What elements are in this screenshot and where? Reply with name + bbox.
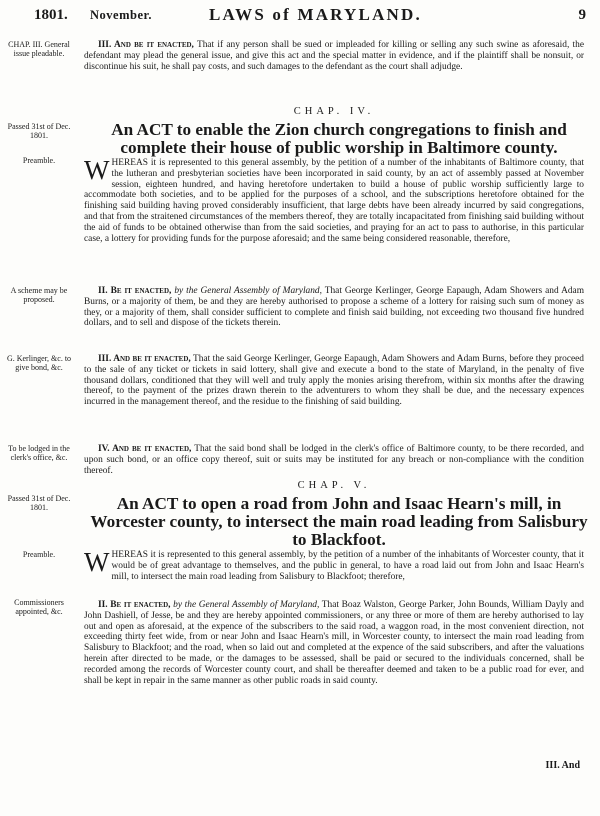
section-text: That Boaz Walston, George Parker, John Bounds, William Dayly and John Dashiell, of Jesse, be and they are hereby appointed commissioners, or any three or more of them are hereby authorised to lay out and open as aforesaid, at the expence of the subscribers to the said road, a waggon road, in the most convenient direction, not exceeding thirty feet wide, from or near John and Isaac Hearn's mill, in Worcester county, to intersect the main road leading from Salisbury to Blackfoot; and the road, when so laid out and completed at the expence of the said subscribers, and after the valuations herein after directed to be made, or the damages to be assessed, shall be paid or secured to the individuals concerned, shall be recorded among the records of Worcester county court, and shall be thereafter deemed and taken to be a public road for ever, and shall be kept in repair in the same manner as other public roads in said county. <box>84 600 584 686</box>
margin-note-passed: Passed 31st of Dec. 1801. <box>7 122 71 140</box>
section-lead: II. Be it enacted, <box>98 286 172 296</box>
chap5-section-2 <box>84 600 584 686</box>
chap3-section <box>84 40 584 72</box>
section-text: That George Kerlinger, George Eapaugh, Adam Showers and Adam Burns, or a majority of them, be and they are hereby authorised to propose a scheme of a lottery for raising such sum of money as they, or a majority of them, shall consider sufficient to complete and finish said building, not exceeding two thousand five hundred dollars, and to sell and dispose of the tickets therein. <box>84 286 585 329</box>
chap4-title: An ACT to enable the Zion church congregations to finish and complete their house of public worship in Baltimore county. <box>111 120 567 157</box>
margin-note-lodged: To be lodged in the clerk's office, &c. <box>8 444 70 462</box>
margin-note-chap3: CHAP. III. General issue pleadable. <box>8 40 70 58</box>
header-page-number: 9 <box>578 7 586 23</box>
margin-note-preamble-2: Preamble. <box>22 550 56 559</box>
catchword: III. And <box>545 760 580 771</box>
section-text: That the said bond shall be lodged in the clerk's office of Baltimore county, to be there recorded, and upon such bond, or an office copy thereof, suit or suits may be instituted for any breach or non-compliance with the condition thereof. <box>84 444 584 476</box>
margin-note-preamble: Preamble. <box>22 156 56 165</box>
preamble-text: HEREAS it is represented to this general assembly, by the petition of a number of the inhabitants of Baltimore county, that the lutheran and presbyterian societies have been incorporated in said county, by an act of assembly passed at November session, eighteen hundred, and having heretofore undertaken to build a house of public worship sufficiently large to accommodate both societies, and to be applied for the purposes of a school, and the subscriptions heretofore obtained for the finishing said building having proved considerably insufficient, that large debts have been already incurred by said congregations, and that from the straitened circumstances of the members thereof, they are totally incapacitated from finishing said building without the aid of funds to be obtained otherwise than from the said societies, and praying for an act to pass to authorise, in this particular case, a lottery for providing funds for the purpose aforesaid; and the same being considered reasonable, therefore, <box>84 158 584 244</box>
chap5-preamble <box>84 547 584 582</box>
section-text: That the said George Kerlinger, George Eapaugh, Adam Showers and Adam Burns, before they proceed to the sale of any ticket or tickets in said lottery, shall give and execute a bond to the state of Maryland, in the penalty of five thousand dollars, conditioned that they will well and truly apply the monies arising therefrom, within six months after the drawing thereof, to the payment of the prizes drawn therein to the adventurers to whom they shall be due, and the necessary expences incurred in the management thereof, and the residue to the finishing of said building. <box>84 354 584 408</box>
chap4-section-4 <box>84 444 584 476</box>
margin-note-commissioners: Commissioners appointed, &c. <box>14 598 64 616</box>
margin-note-bond: G. Kerlinger, &c. to give bond, &c. <box>6 354 72 372</box>
drop-cap: W <box>84 155 110 185</box>
page-header <box>34 4 586 26</box>
preamble-text: HEREAS it is represented to this general assembly, by the petition of a number of the inhabitants of Worcester county, that it would be of great advantage to themselves, and the public in general, to have a road laid out from John and Isaac Hearn's mill, to intersect the main road leading from Salisbury to Blackfoot; therefore, <box>111 550 584 582</box>
chap5-title: An ACT to open a road from John and Isaac Hearn's mill, in Worcester county, to intersect the main road leading from Salisbury to Blackfoot. <box>90 494 588 549</box>
drop-cap: W <box>84 547 110 577</box>
header-title: LAWS of MARYLAND. <box>209 5 422 24</box>
chap5-heading: CHAP. V. <box>297 480 371 491</box>
chap4-preamble <box>84 155 584 244</box>
chap4-section-2 <box>84 286 584 329</box>
section-enacting-clause: by the General Assembly of Maryland, <box>171 286 322 296</box>
section-lead: III. And be it enacted, <box>98 40 194 50</box>
section-lead: IV. And be it enacted, <box>98 444 192 454</box>
margin-note-scheme: A scheme may be proposed. <box>10 286 68 304</box>
section-enacting-clause: by the General Assembly of Maryland, <box>170 600 320 610</box>
header-year: 1801. <box>34 7 68 23</box>
chap4-section-3 <box>84 354 584 408</box>
section-lead: III. And be it enacted, <box>98 354 191 364</box>
section-lead: II. Be it enacted, <box>98 600 171 610</box>
margin-note-passed-2: Passed 31st of Dec. 1801. <box>7 494 71 512</box>
section-text: That if any person shall be sued or impleaded for killing or selling any such swine as aforesaid, the defendant may plead the general issue, and give this act and the special matter in evidence, and if the plaintiff shall be nonsuit, or discontinue his suit, he shall pay costs, and such damages to the defendant as the court shall adjudge. <box>84 40 584 72</box>
chap4-heading: CHAP. IV. <box>293 106 375 117</box>
header-month: November. <box>90 8 153 22</box>
